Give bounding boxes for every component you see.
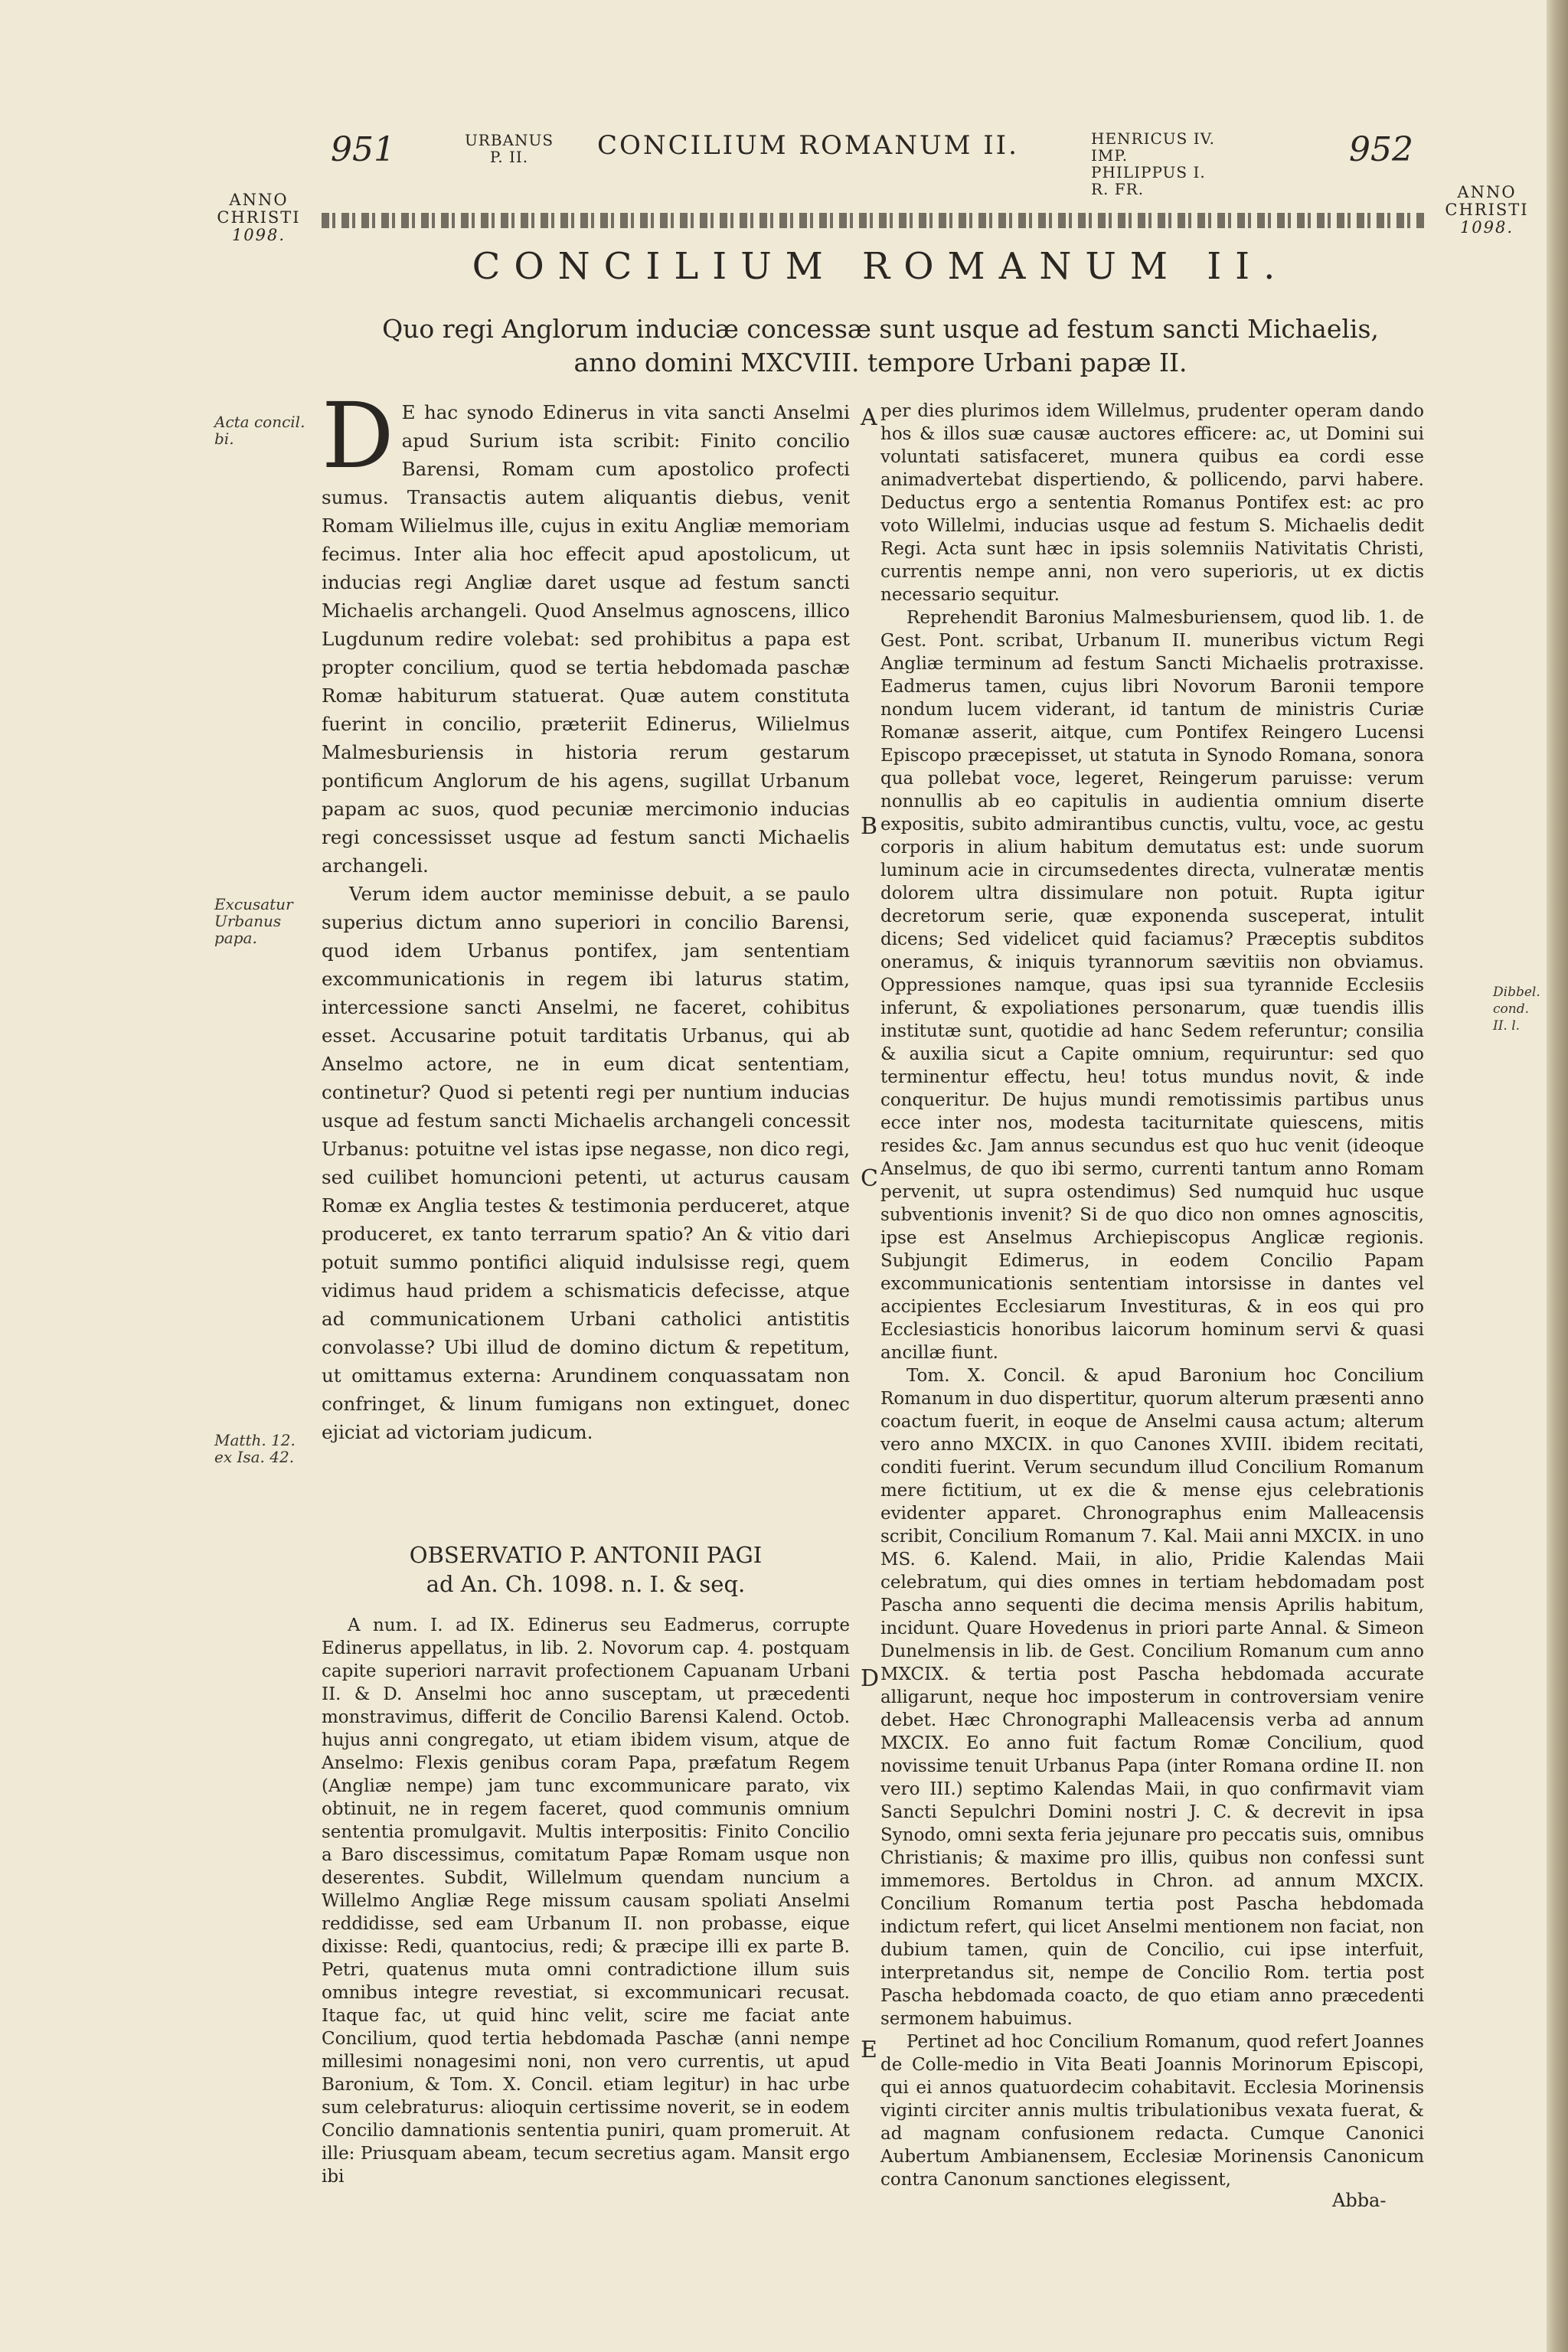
right-column (880, 400, 1424, 2190)
margin-note-acta: Acta concil. bi. (214, 413, 305, 448)
ornament-band (322, 213, 1424, 228)
anno-year: 1098. (231, 226, 286, 244)
section-letter-a: A (861, 404, 877, 431)
observatio-heading-line2: ad An. Ch. 1098. n. I. & seq. (426, 1571, 746, 1597)
anno-label: ANNO (1457, 183, 1517, 201)
subtitle-line1: Quo regi Anglorum induciæ concessæ sunt usque ad festum sancti Michaelis, (382, 314, 1379, 344)
subtitle-line2: anno domini MXCVIII. tempore Urbani papæ II. (573, 348, 1187, 377)
page-fold-edge (1547, 0, 1568, 2352)
chapter-subtitle (337, 312, 1424, 380)
anno-christi-left (205, 191, 312, 244)
right-paragraph-3: Tom. X. Concil. & apud Baronium hoc Concilium Romanum in duo dispertitur, quorum alterum præsenti anno coactum fuerit, in eoque de Anselmi causa actum; alterum vero anno MXCIX. in quo Canones XVIII. ibidem recitati, conditi fuerint. Verum secundum illud Concilium Romanum mere fictitium, ut ex die & mense ejus celebrationis evidenter apparet. Chronographus enim Malleacensis scribit, Concilium Romanum 7. Kal. Maii anni MXCIX. in uno MS. 6. Kalend. Maii, in alio, Pridie Kalendas Maii celebratum, qui dies omnes in tertiam hebdomadam post Pascha anno sequenti die decima mensis Aprilis habitum, incidunt. Quare Hovedenus in priori parte Annal. & Simeon Dunelmensis in lib. de Gest. Concilium Romanum cum anno MXCIX. & tertia post Pascha hebdomada accurate alligarunt, neque hoc imposterum in controversiam venire debet. Hæc Chronographi Malleacensis verba ad annum MXCIX. Eo anno fuit factum Romæ Concilium, quod novissime tenuit Urbanus Papa (inter Romana ordine II. non vero III.) septimo Kalendas Maii, in quo confirmavit viam Sancti Sepulchri Domini nostri J. C. & decrevit in ipsa Synodo, omni sexta feria jejunare pro peccatis suis, omnibus Christianis; & maxime pro illis, quibus non confessi sunt immemores. Bertoldus in Chron. ad annum MXCIX. Concilium Romanum tertia post Pascha hebdomada indictum refert, qui licet Anselmi mentionem non faciat, non dubium tamen, quin de Concilio, cui ipse interfuit, interpretandus sit, nempe de Concilio Rom. tertia post Pascha hebdomada coacto, de quo etiam anno præcedenti sermonem habuimus. (880, 1366, 1424, 2029)
page-number-left: 951 (331, 130, 395, 169)
left-tag-line1: URBANUS (464, 131, 554, 149)
observatio-text-block (322, 1614, 850, 2288)
drop-cap: D (322, 383, 394, 488)
observatio-heading-line1: OBSERVATIO P. ANTONII PAGI (409, 1542, 763, 1568)
section-letter-b: B (861, 813, 878, 840)
right-paragraph-4: Pertinet ad hoc Concilium Romanum, quod refert Joannes de Colle-medio in Vita Beati Joannis Morinorum Episcopi, qui ei annos quatuordecim cohabitavit. Ecclesia Morinensis viginti circiter annis multis tribulationibus vexata fuerat, & ad magnam confusionem redacta. Cumque Canonici Aubertum Ambianensem, Ecclesiæ Morinensis Canonicum contra Canonum sanctiones elegissent, (880, 2032, 1424, 2190)
right-running-tag (1091, 130, 1229, 198)
anno-christi-right (1433, 184, 1540, 237)
anno-label: ANNO (229, 191, 289, 209)
christi-label: CHRISTI (217, 208, 301, 227)
chapter-title: CONCILIUM ROMANUM II. (472, 245, 1289, 288)
right-paragraph-2: Reprehendit Baronius Malmesburiensem, quod lib. 1. de Gest. Pont. scribat, Urbanum II. muneribus victum Regi Angliæ terminum ad festum Sancti Michaelis protraxisse. Eadmerus tamen, cujus libri Novorum Baronii tempore nondum lucem viderant, id tantum de ministris Curiæ Romanæ asserit, aitque, cum Pontifex Reingero Lucensi Episcopo præcepisset, ut statuta in Synodo Romana, sonora qua pollebat voce, legeret, Reingerum paruisse: verum nonnullis ab eo capitulis in audientia omnium diserte expositis, subito admirantibus cunctis, vultu, voce, ac gestu corporis in alium habitum demutatus est: unde suorum luminum acie in circumsedentes directa, vulneratæ mentis dolorem ultra dissimulare non potuit. Rupta igitur decretorum serie, quæ exponenda susceperat, intulit dicens; Sed videlicet quid faciamus? Præceptis subditos oneramus, & iniquis tyrannorum sævitiis non obviamus. Oppressiones namque, quas ipsi sua tyrannide Ecclesiis inferunt, & expoliationes personarum, quæ tuendis illis institutæ sunt, quotidie ad hanc Sedem referuntur; consilia & auxilia sicut a Capite omnium, requiruntur: sed quo terminentur effectu, heu! totus mundus novit, & inde conqueritur. De hujus mundi remotissimis partibus unus ecce inter nos, modesta taciturnitate quiescens, mitis resides &c. Jam annus secundus est quo huc venit (ideoque Anselmus, de quo ibi sermo, currenti tantum anno Romam pervenit, ut supra ostendimus) Sed numquid huc usque subventionis invenit? Si de quo dico non omnes agnoscitis, ipse est Anselmus Archiepiscopus Anglicæ regionis. Subjungit Edimerus, in eodem Concilio Papam excommunicationis sententiam intorsisse in dantes vel accipientes Ecclesiarum Investituras, & in eos qui pro Ecclesiasticis honoribus laicorum hominum servi & quasi ancillæ fiunt. (880, 608, 1424, 1363)
section-letter-c: C (861, 1165, 878, 1192)
right-paragraph-1: per dies plurimos idem Willelmus, prudenter operam dando hos & illos suæ causæ auctores efficere: ac, ut Domini sui voluntati satisfaceret, munera quibus ea cordi esse animadvertebat dispertiendo, & pollicendo, parvi habere. Deductus ergo a sententia Romanus Pontifex est: ac pro voto Willelmi, inducias usque ad festum S. Michaelis dedit Regi. Acta sunt hæc in ipsis solemniis Nativitatis Christi, currentis nempe anni, non vero superioris, ut ex dictis necessario sequitur. (880, 401, 1424, 605)
paragraph-intro-text: E hac synodo Edinerus in vita sancti Anselmi apud Surium ista scribit: Finito concilio Barensi, Romam cum apostolico profecti sumus. Transactis autem aliquantis diebus, venit Romam Wilielmus ille, cujus in exitu Angliæ memoriam fecimus. Inter alia hoc effecit apud apostolicum, ut inducias regi Angliæ daret usque ad festum sancti Michaelis archangeli. Quod Anselmus agnoscens, illico Lugdunum redire volebat: sed prohibitus a papa est propter concilium, quod se tertia hebdomada paschæ Romæ habiturum statuerat. Quæ autem constituta fuerint in concilio, præteriit Edinerus, Wilielmus Malmesburiensis in historia rerum gestarum pontificum Anglorum de his agens, sugillat Urbanum papam ac suos, quod pecuniæ mercimonio inducias regi concessisset usque ad festum sancti Michaelis archangeli. (322, 401, 850, 877)
margin-note-excusatur: Excusatur Urbanus papa. (214, 895, 293, 947)
left-tag-line2: P. II. (489, 148, 529, 166)
anno-year: 1098. (1459, 218, 1514, 237)
section-letter-d: D (861, 1665, 880, 1692)
margin-note-matthew: Matth. 12. ex Isa. 42. (214, 1431, 296, 1466)
margin-note-edge: Dibbel. cond. II. l. (1493, 985, 1540, 1034)
christi-label: CHRISTI (1445, 201, 1529, 219)
running-title: CONCILIUM ROMANUM II. (597, 130, 1019, 161)
left-running-tag (463, 132, 555, 165)
observatio-heading (322, 1540, 850, 1599)
observatio-paragraph: A num. I. ad IX. Edinerus seu Eadmerus, corrupte Edinerus appellatus, in lib. 2. Novorum cap. 4. postquam capite superiori narravit profectionem Capuanam Urbani II. & D. Anselmi hoc anno susceptam, ut præcedenti monstravimus, differit de Concilio Barensi Kalend. Octob. hujus anni congregato, ut etiam ibidem visum, atque de Anselmo: Flexis genibus coram Papa, præfatum Regem (Angliæ nempe) jam tunc excommunicare parato, vix obtinuit, ne in regem faceret, quod communis omnium sententia promulgavit. Multis interpositis: Finito Concilio a Baro discessimus, comitatum Papæ Romam usque non deserentes. Subdit, Willelmum quendam nuncium a Willelmo Angliæ Rege missum causam spoliati Anselmi reddidisse, sed eam Urbanum II. non probasse, eique dixisse: Redi, quantocius, redi; & præcipe illi ex parte B. Petri, quatenus muta omni contradictione illum suis omnibus integre revestiat, si excommunicari recusat. Itaque fac, ut quid hinc velit, scire me faciat ante Concilium, quod tertia hebdomada Paschæ (anni nempe millesimi nonagesimi noni, non vero currentis, ut apud Baronium, & Tom. X. Concil. etiam legitur) in hac urbe sum celebraturus: alioquin certissime noverit, se in eodem Concilio damnationis sententia puniri, quam promeruit. At ille: Priusquam abeam, tecum secretius agam. Mansit ergo ibi (322, 1615, 850, 2187)
left-column-main (322, 383, 850, 1524)
right-tag-line1: HENRICUS IV. IMP. (1091, 129, 1215, 165)
right-tag-line2: PHILIPPUS I. R. FR. (1091, 163, 1206, 198)
paragraph-verum: Verum idem auctor meminisse debuit, a se paulo superius dictum anno superiori in concilio Barensi, quod idem Urbanus pontifex, jam sententiam excommunicationis in regem ibi laturus statim, intercessione sancti Anselmi, ne faceret, cohibitus esset. Accusarine potuit tarditatis Urbanus, qui ab Anselmo actore, ne in eum dicat sententiam, continetur? Quod si petenti regi per nuntium inducias usque ad festum sancti Michaelis archangeli concessit Urbanus: potuitne vel istas ipse negasse, non dico regi, sed cuilibet homuncioni petenti, ut acturus causam Romæ ex Anglia testes & testimonia perduceret, atque produceret, ex tanto terrarum spatio? An & vitio dari potuit summo pontifici aliquid indulsisse regi, quem vidimus haud pridem a schismaticis defecisse, atque ad communicationem Urbani catholici antistitis convolasse? Ubi illud de domino dictum & repetitum, ut omittamus externa: Arundinem conquassatam non confringet, & linum fumigans non extinguet, donec ejiciat ad victoriam judicum. (322, 883, 850, 1443)
catchword: Abba- (1332, 2190, 1387, 2211)
paragraph-intro (322, 383, 850, 880)
page-number-right: 952 (1349, 130, 1413, 169)
section-letter-e: E (861, 2037, 877, 2063)
